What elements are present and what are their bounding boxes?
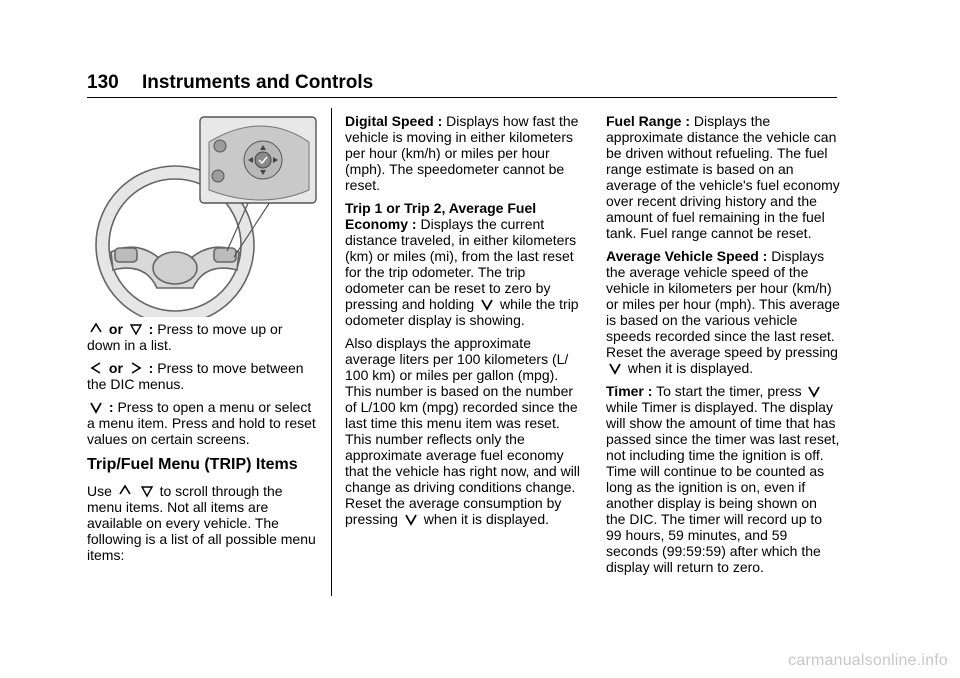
checkmark-icon (89, 400, 103, 414)
paragraph-also: Also displays the approximate average liters per 100 kilometers (L/ 100 km) or miles per gallon (mpg). This number is based on the number of L/100 km (mpg) recorded since the last time this menu item was reset. This number reflects only the approximate average fuel economy that the vehicle has right now, and will change as driving conditions change. Reset the average consumption by pressing when it is displayed. (345, 335, 581, 527)
paragraph-left-right: or : Press to move between the DIC menus. (87, 360, 304, 392)
checkmark-icon (480, 297, 494, 311)
header-rule (87, 97, 837, 98)
watermark: carmanualsonline.info (788, 652, 948, 669)
section-heading: Trip/Fuel Menu (TRIP) Items (87, 456, 298, 473)
paragraph-timer: Timer : To start the timer, press while Timer is displayed. The display will show the amount of time that has passed since the timer was last reset, not including time the ignition is off. Time will continue to be counted as long as the ignition is on, even if another display is being shown on the DIC. The timer will record up to 99 hours, 59 minutes, and 59 seconds (99:59:59) after which the display will return to zero. (606, 383, 840, 575)
checkmark-icon (807, 384, 821, 398)
page-header (87, 72, 373, 94)
arrow-left-icon (89, 361, 103, 375)
paragraph-trip: Trip 1 or Trip 2, Average Fuel Economy : Displays the current distance traveled, in either kilometers (km) or miles (mi), from the last reset for the trip odometer. The trip odometer can be reset to zero by pressing and holding while the trip odometer display is showing. (345, 200, 579, 328)
arrow-down-icon (129, 322, 143, 336)
column-2 (345, 113, 585, 534)
checkmark-icon (608, 361, 622, 375)
paragraph-use-scroll: Use to scroll through the menu items. Not all items are available on every vehicle. The following is a list of all possible menu items: (87, 483, 316, 563)
column-divider (331, 108, 332, 596)
paragraph-fuel-range: Fuel Range : Displays the approximate distance the vehicle can be driven without refueling. The fuel range estimate is based on an average of the vehicle's fuel economy over recent driving history and the amount of fuel remaining in the fuel tank. Fuel range cannot be reset. (606, 113, 840, 241)
checkmark-icon (404, 512, 418, 526)
page-number: 130 (87, 72, 119, 93)
column-3 (606, 113, 840, 582)
arrow-right-icon (129, 361, 143, 375)
arrow-up-icon (118, 484, 132, 498)
control-pad-inset-icon (200, 117, 316, 203)
paragraph-select: : Press to open a menu or select a menu item. Press and hold to reset values on certain screens. (87, 399, 316, 447)
arrow-down-icon (140, 484, 154, 498)
column-1 (87, 321, 319, 570)
paragraph-digital-speed: Digital Speed : Displays how fast the vehicle is moving in either kilometers per hour (km/h) or miles per hour (mph). The speedometer cannot be reset. (345, 113, 579, 193)
paragraph-average-speed: Average Vehicle Speed : Displays the average vehicle speed of the vehicle in kilometers per hour (km/h) or miles per hour (mph). This average is based on the various vehicle speeds recorded since the last reset. Reset the average speed by pressing when it is displayed. (606, 248, 840, 376)
page-title: Instruments and Controls (141, 72, 374, 93)
paragraph-up-down: or : Press to move up or down in a list. (87, 321, 283, 353)
steering-wheel-illustration (87, 112, 319, 317)
arrow-up-icon (89, 322, 103, 336)
